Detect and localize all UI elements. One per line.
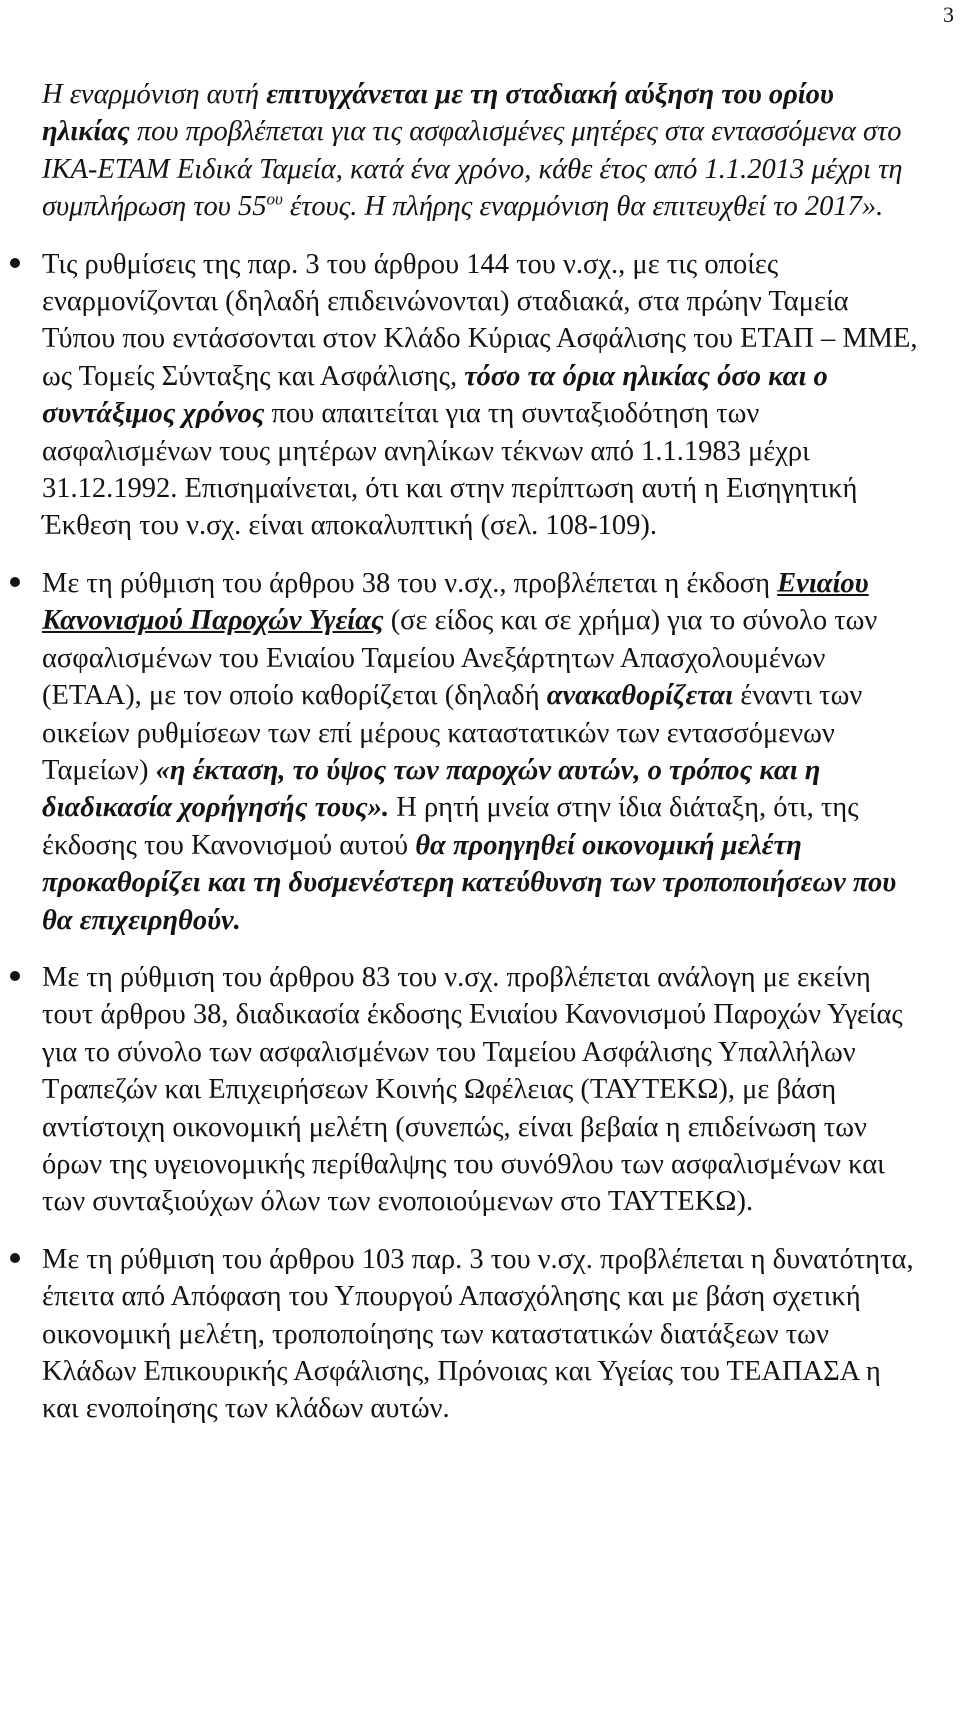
bullet-marker-icon — [10, 971, 20, 981]
intro-text-3: έτους. Η πλήρης εναρμόνιση θα επιτευχθεί το 2017». — [282, 191, 884, 223]
item-text: Τις ρυθμίσεις της παρ. 3 του άρθρου 144 του ν.σχ., με τις οποίες εναρμονίζονται (δηλαδή επιδεινώνονται) σταδιακά, στα πρώην Ταμεία Τύπου που εντάσσονται στον Κλάδο Κύριας Ασφάλισης του ΕΤΑΠ – ΜΜΕ, ως Τομείς Σύνταξης και Ασφάλισης, — [42, 248, 918, 392]
intro-emphasis: επιτυγχάνεται με τη σταδιακή αύξηση του ορίου ηλικίας — [42, 79, 834, 148]
item-text: (σε είδος και σε χρήμα) για το σύνολο των ασφαλισμένων του Ενιαίου Ταμείου Ανεξάρτητων Απασχολουμένων (ΕΤΑΑ), με τον οποίο καθορίζεται (δηλαδή — [42, 605, 878, 712]
item-text: Με τη ρύθμιση του άρθρου 83 του ν.σχ. προβλέπεται ανάλογη με εκείνη τουτ άρθρου 38, διαδικασία έκδοσης Ενιαίου Κανονισμού Παροχών Υγείας για το σύνολο των ασφαλισμένων του Ταμείου Ασφάλισης Υπαλλήλων Τραπεζών και Επιχειρήσεων Κοινής Ωφέλειας (ΤΑΥΤΕΚΩ), με βάση αντίστοιχη οικονομική μελέτη (συνεπώς, είναι βεβαία η επιδείνωση των όρων της υγειονομικής περίθαλψης του συνό9λου των ασφαλισμένων και των συνταξιούχων όλων των ενοποιούμενων στο ΤΑΥΤΕΚΩ). — [42, 961, 903, 1218]
item-text: Με τη ρύθμιση του άρθρου 103 παρ. 3 του ν.σχ. προβλέπεται η δυνατότητα, έπειτα από Απόφαση του Υπουργού Απασχόλησης και με βάση σχετική οικονομική μελέτη, τροποποίησης των καταστατικών διατάξεων των Κλάδων Επικουρικής Ασφάλισης, Πρόνοιας και Υγείας του ΤΕΑΠΑΣΑ η και ενοποίησης των κλάδων αυτών. — [42, 1243, 914, 1425]
intro-superscript: ου — [266, 189, 283, 209]
item-text: έναντι των οικείων ρυθμίσεων των επί μέρους καταστατικών των εντασσόμενων Ταμείων) — [42, 680, 863, 786]
item-emphasis-underlined: Ενιαίου Κανονισμού Παροχών Υγείας — [42, 567, 869, 637]
item-emphasis: τόσο τα όρια ηλικίας όσο και ο συντάξιμος χρόνος — [42, 360, 828, 430]
bullet-item-article-83 — [42, 959, 922, 1221]
page-number: 3 — [943, 2, 954, 27]
bullet-item-article-38 — [42, 565, 922, 939]
bullet-item-article-103 — [42, 1241, 922, 1428]
item-text: Η ρητή μνεία στην ίδια διάταξη, ότι, της έκδοσης του Κανονισμού αυτού — [42, 792, 859, 861]
item-text: Με τη ρύθμιση του άρθρου 38 του ν.σχ., προβλέπεται η έκδοση — [42, 567, 778, 599]
item-emphasis: θα προηγηθεί οικονομική μελέτη προκαθορίζει και τη δυσμενέστερη κατεύθυνση των τροποποιήσεων που θα επιχειρηθούν. — [42, 829, 897, 936]
bullet-list — [42, 246, 922, 1428]
bullet-marker-icon — [10, 1253, 20, 1263]
intro-paragraph — [42, 76, 922, 226]
intro-text-1: Η εναρμόνιση αυτή — [42, 79, 267, 110]
bullet-marker-icon — [10, 577, 20, 587]
document-body — [42, 76, 922, 1448]
bullet-item-article-144 — [42, 246, 922, 545]
item-emphasis: «η έκταση, το ύψος των παροχών αυτών, ο τρόπος και η διαδικασία χορήγησής τους». — [42, 754, 821, 824]
intro-text-2: που προβλέπεται για τις ασφαλισμένες μητέρες στα εντασσόμενα στο ΙΚΑ-ΕΤΑΜ Ειδικά Ταμεία, κατά ένα χρόνο, κάθε έτος από 1.1.2013 μέχρι τη συμπλήρωση του 55 — [42, 116, 903, 223]
item-text: που απαιτείται για τη συνταξιοδότηση των ασφαλισμένων τους μητέρων ανηλίκων τέκνων από 1.1.1983 μέχρι 31.12.1992. Επισημαίνεται, ότι και στην περίπτωση αυτή η Εισηγητική Έκθεση του ν.σχ. είναι αποκαλυπτική (σελ. 108-109). — [42, 398, 858, 542]
item-emphasis: ανακαθορίζεται — [546, 680, 734, 712]
bullet-marker-icon — [10, 258, 20, 268]
